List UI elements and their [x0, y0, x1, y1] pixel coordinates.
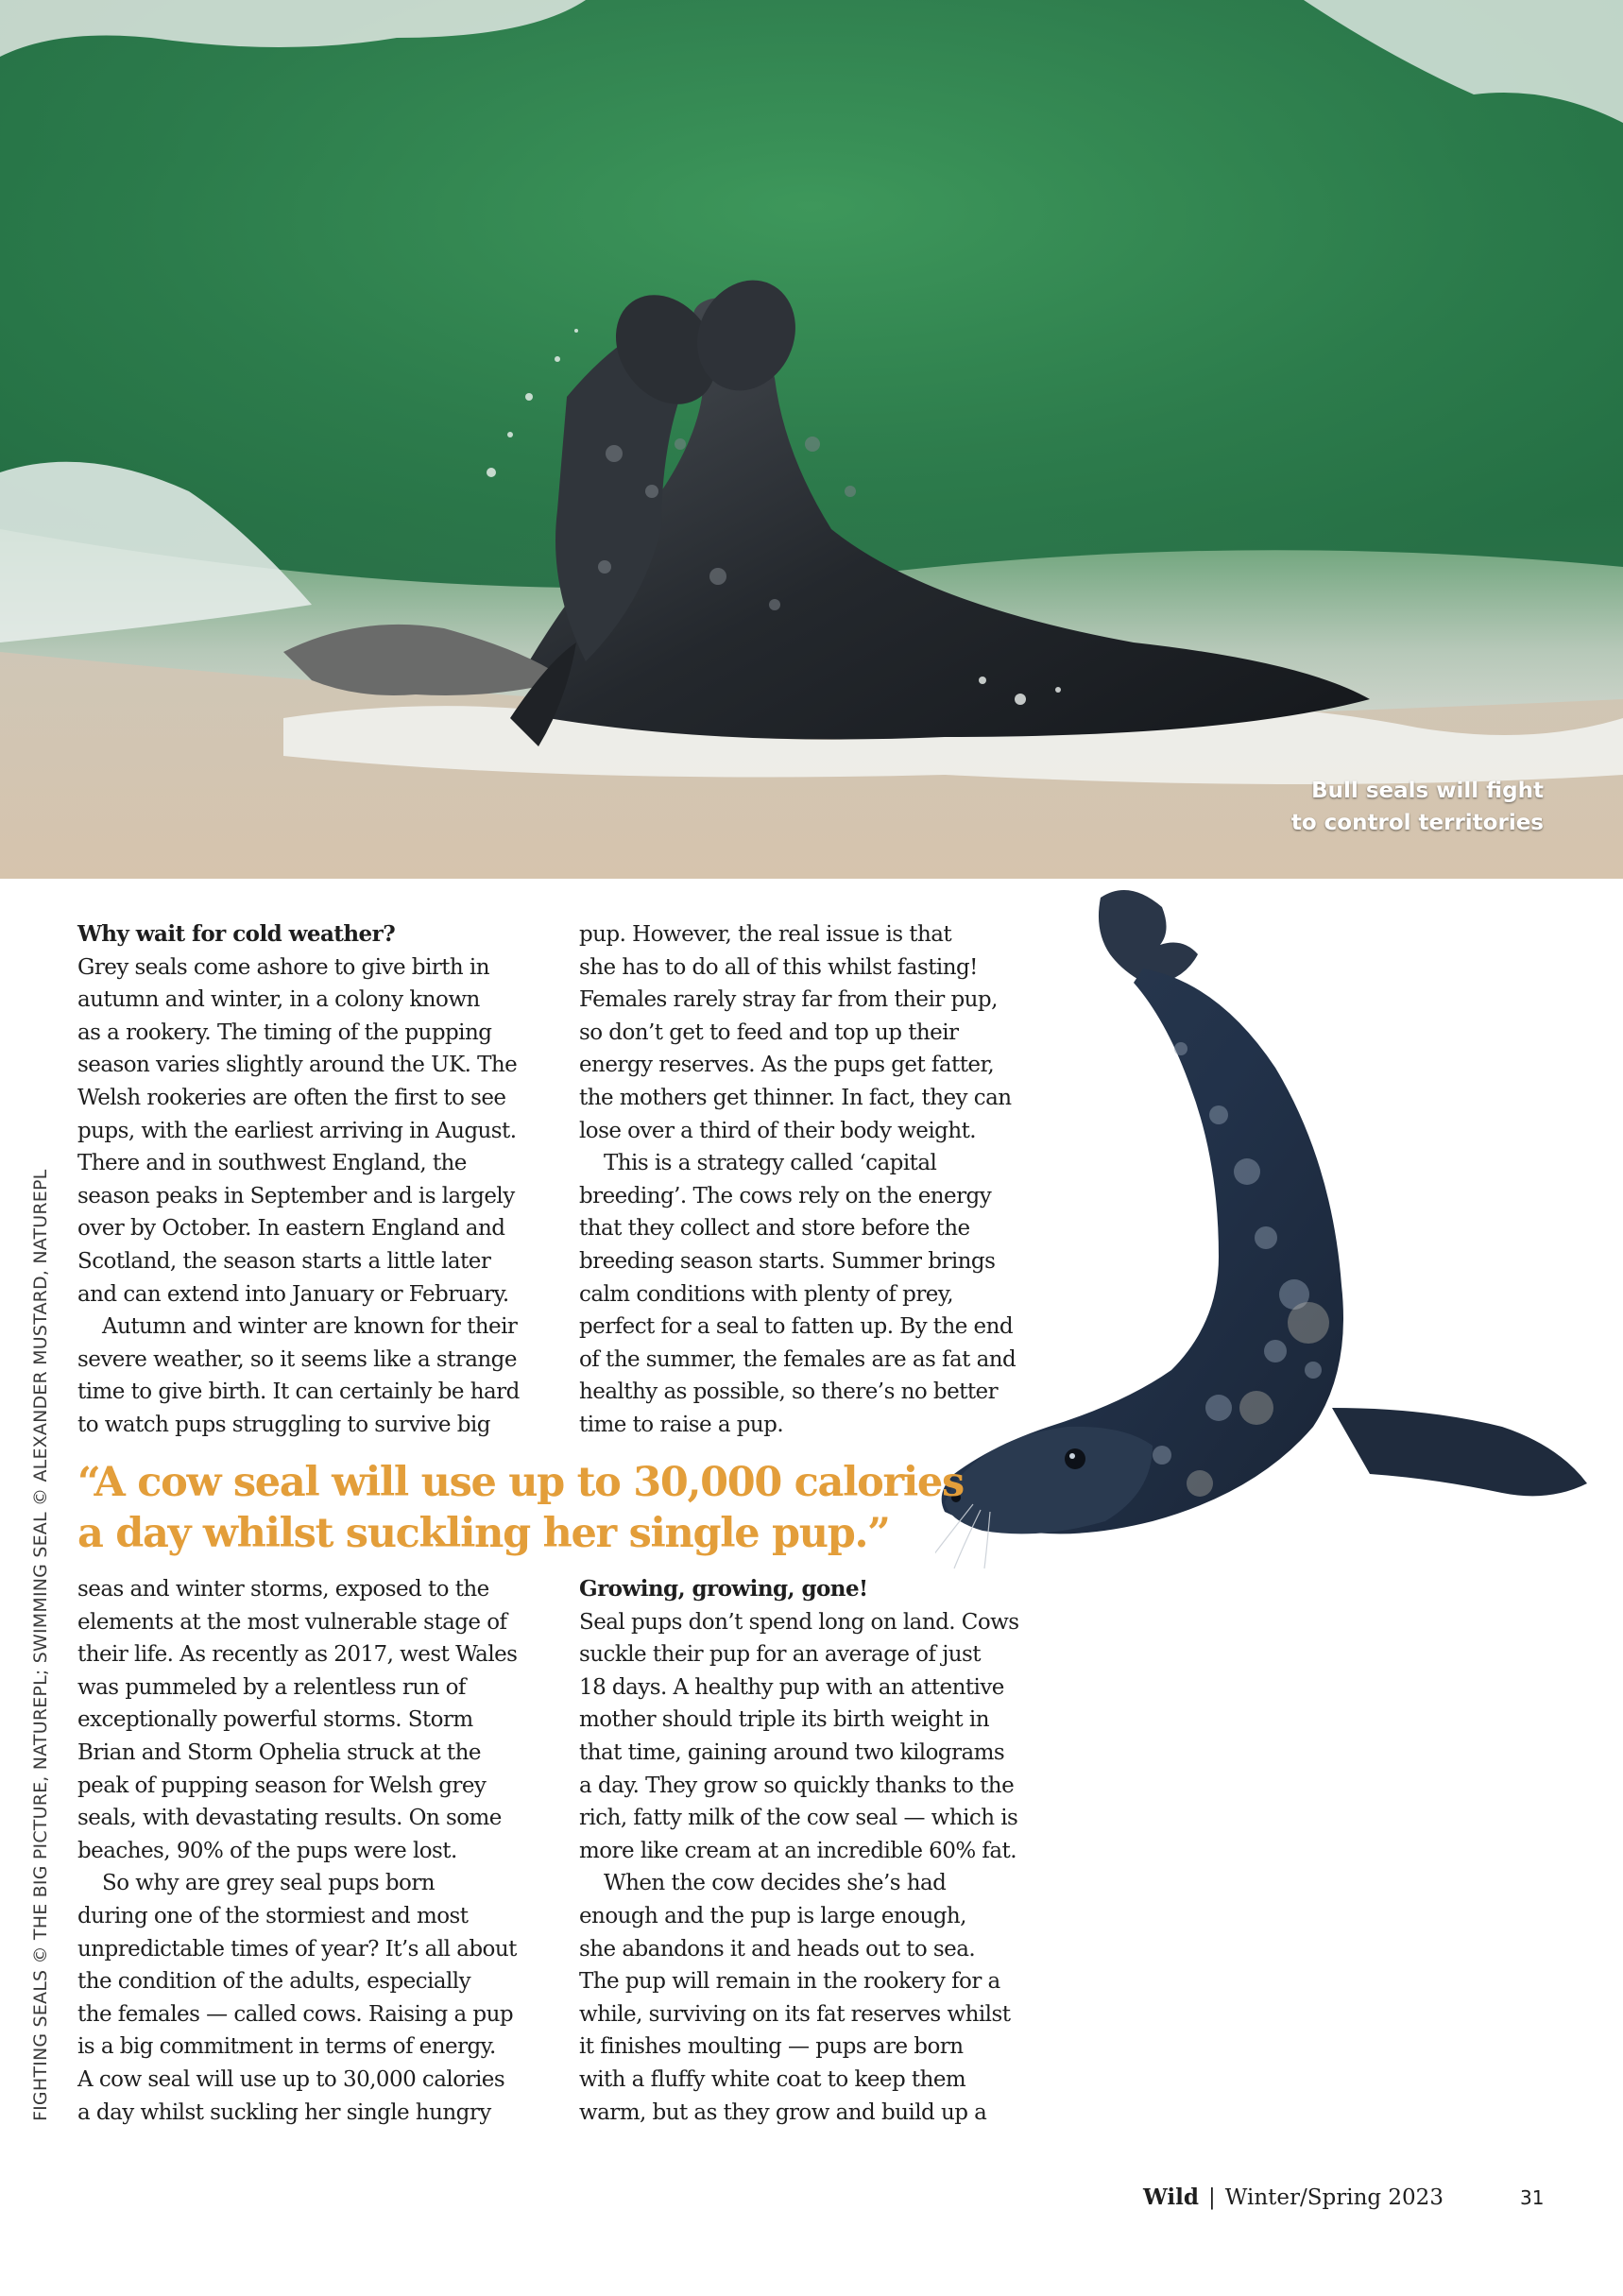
text-line: she abandons it and heads out to sea. [579, 1936, 976, 1962]
text-line: autumn and winter, in a colony known [77, 987, 480, 1013]
text-line: healthy as possible, so there’s no better [579, 1379, 999, 1405]
text-line: Seal pups don’t spend long on land. Cows [579, 1609, 1019, 1635]
text-line: it finishes moulting — pups are born [579, 2034, 964, 2060]
text-line: with a fluffy white coat to keep them [579, 2066, 966, 2092]
text-line: The pup will remain in the rookery for a [579, 1969, 1000, 1995]
text-line: pup. However, the real issue is that [579, 922, 952, 947]
text-line: time to give birth. It can certainly be hard [77, 1379, 520, 1405]
text-line: seals, with devastating results. On some [77, 1806, 502, 1831]
text-line: When the cow decides she’s had [604, 1871, 947, 1896]
caption-line: to control territories [1290, 811, 1544, 835]
text-line: the condition of the adults, especially [77, 1969, 471, 1995]
text-line: 18 days. A healthy pup with an attentive [579, 1674, 1004, 1700]
column-2-bottom [579, 1573, 1051, 2129]
text-line: suckle their pup for an average of just [579, 1642, 981, 1668]
text-line: Grey seals come ashore to give birth in [77, 954, 489, 980]
text-line: breeding’. The cows rely on the energy [579, 1183, 992, 1208]
section-heading: Why wait for cold weather? [77, 921, 396, 947]
text-line: and can extend into January or February. [77, 1281, 509, 1307]
text-line: mother should triple its birth weight in [579, 1707, 989, 1733]
text-line: more like cream at an incredible 60% fat. [579, 1838, 1017, 1863]
text-line: seas and winter storms, exposed to the [77, 1577, 489, 1602]
text-line: lose over a third of their body weight. [579, 1118, 977, 1143]
text-line: unpredictable times of year? It’s all about [77, 1936, 517, 1962]
text-line: energy reserves. As the pups get fatter, [579, 1053, 995, 1078]
quote-line: a day whilst suckling her single pup.” [77, 1510, 890, 1557]
text-line: peak of pupping season for Welsh grey [77, 1773, 487, 1798]
text-line: she has to do all of this whilst fasting! [579, 954, 978, 980]
text-line: Brian and Storm Ophelia struck at the [77, 1739, 481, 1765]
text-line: their life. As recently as 2017, west Wales [77, 1642, 518, 1668]
text-line: is a big commitment in terms of energy. [77, 2034, 496, 2060]
magazine-name: Wild [1143, 2185, 1199, 2210]
page-footer [1143, 2185, 1444, 2210]
text-line: a day. They grow so quickly thanks to the [579, 1773, 1015, 1798]
issue-label: Winter/Spring 2023 [1224, 2185, 1444, 2210]
footer-separator: | [1207, 2185, 1216, 2210]
text-line: perfect for a seal to fatten up. By the end [579, 1314, 1014, 1340]
text-line: breeding season starts. Summer brings [579, 1248, 996, 1274]
text-line: while, surviving on its fat reserves whilst [579, 2001, 1011, 2027]
text-line: enough and the pup is large enough, [579, 1903, 966, 1928]
text-line: a day whilst suckling her single hungry [77, 2099, 491, 2125]
text-line: pups, with the earliest arriving in August. [77, 1118, 517, 1143]
text-line: season varies slightly around the UK. The [77, 1053, 518, 1078]
text-line: warm, but as they grow and build up a [579, 2099, 987, 2125]
fighting-seals-illustration [0, 0, 1623, 879]
pull-quote [77, 1457, 984, 1559]
text-line: the mothers get thinner. In fact, they can [579, 1085, 1012, 1110]
text-line: So why are grey seal pups born [102, 1871, 436, 1896]
text-line: Autumn and winter are known for their [102, 1314, 518, 1340]
caption-line: Bull seals will fight [1311, 779, 1544, 803]
text-line: rich, fatty milk of the cow seal — which is [579, 1806, 1018, 1831]
quote-line: “A cow seal will use up to 30,000 calories [77, 1459, 964, 1506]
text-line: that they collect and store before the [579, 1216, 970, 1242]
swimming-seal-illustration [935, 879, 1597, 1653]
text-line: Scotland, the season starts a little later [77, 1248, 491, 1274]
text-line: Welsh rookeries are often the first to see [77, 1085, 506, 1110]
text-line: elements at the most vulnerable stage of [77, 1609, 507, 1635]
page-number: 31 [1520, 2186, 1545, 2209]
text-line: exceptionally powerful storms. Storm [77, 1707, 473, 1733]
text-line: of the summer, the females are as fat and [579, 1346, 1017, 1372]
column-1-bottom [77, 1573, 550, 2129]
text-line: was pummeled by a relentless run of [77, 1674, 466, 1700]
column-1-top [77, 918, 550, 1442]
text-line: severe weather, so it seems like a strange [77, 1346, 517, 1372]
hero-caption [1291, 775, 1544, 839]
text-line: the females — called cows. Raising a pup [77, 2001, 514, 2027]
section-heading: Growing, growing, gone! [579, 1576, 868, 1602]
text-line: during one of the stormiest and most [77, 1903, 469, 1928]
text-line: time to raise a pup. [579, 1412, 784, 1437]
photo-credit: FIGHTING SEALS © THE BIG PICTURE, NATUREPL; SWIMMING SEAL © ALEXANDER MUSTARD, NATUREPL [30, 1169, 51, 2121]
text-line: that time, gaining around two kilograms [579, 1739, 1005, 1765]
text-line: calm conditions with plenty of prey, [579, 1281, 953, 1307]
text-line: Females rarely stray far from their pup, [579, 987, 998, 1013]
text-line: season peaks in September and is largely [77, 1183, 515, 1208]
hero-photo [0, 0, 1623, 879]
text-line: A cow seal will use up to 30,000 calories [77, 2066, 505, 2092]
text-line: over by October. In eastern England and [77, 1216, 505, 1242]
text-line: so don’t get to feed and top up their [579, 1019, 959, 1045]
text-line: to watch pups struggling to survive big [77, 1412, 490, 1437]
text-line: beaches, 90% of the pups were lost. [77, 1838, 457, 1863]
text-line: This is a strategy called ‘capital [604, 1151, 937, 1176]
text-line: as a rookery. The timing of the pupping [77, 1019, 492, 1045]
text-line: There and in southwest England, the [77, 1151, 467, 1176]
